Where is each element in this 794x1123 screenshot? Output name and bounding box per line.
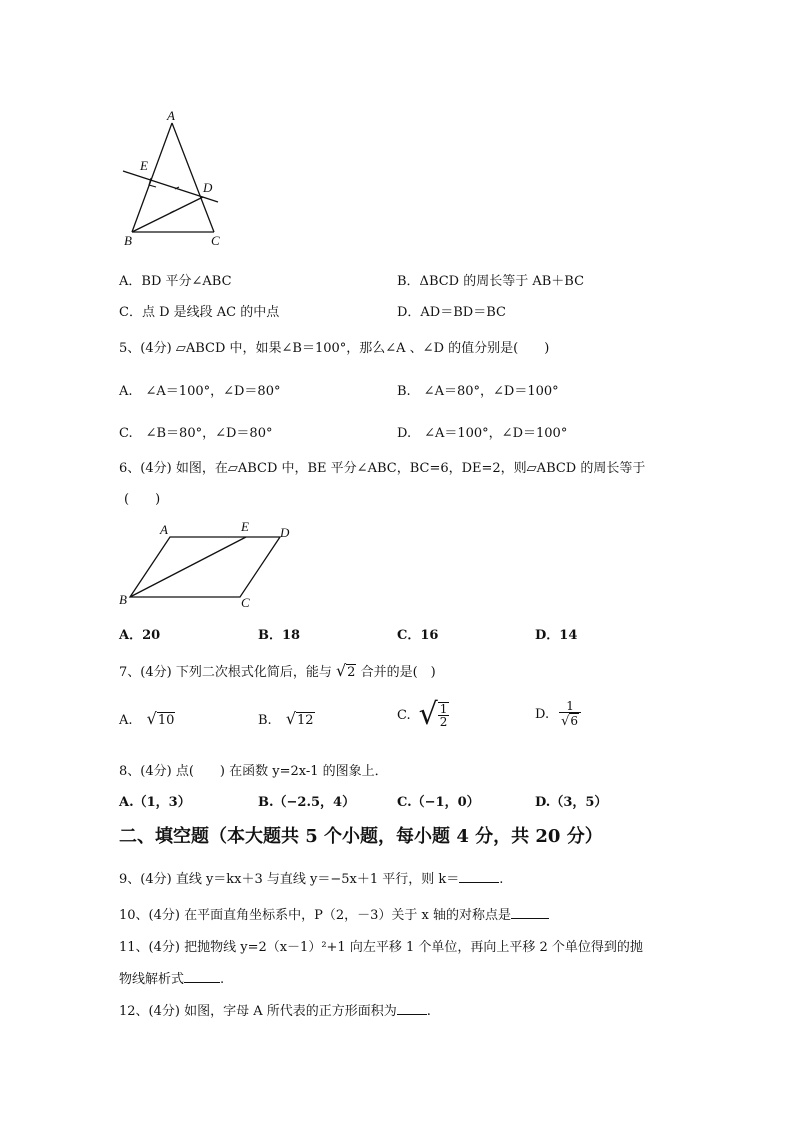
q7-option-b-radicand: 12 [297,713,314,728]
vertex-c-label: C [211,233,220,248]
q7-option-a [119,709,175,728]
q7-option-c-fraction [438,702,450,728]
vertex-c-label: C [241,595,250,610]
q12-stem-text: 12、(4分) 如图，字母 A 所代表的正方形面积为 [119,1004,397,1019]
q11-line2 [119,968,224,987]
q8-option-c: C.（−1，0） [397,795,480,810]
q7-stem-radical: √2 [335,661,356,680]
q8-stem: 8、(4分) 点( ) 在函数 y=2x-1 的图象上． [119,764,388,779]
q4-option-b: B．ΔBCD 的周长等于 AB＋BC [397,274,585,289]
vertex-a-label: A [160,522,168,537]
q11-line1: 11、(4分) 把抛物线 y=2（x－1）²+1 向左平移 1 个单位，再向上平移 2 个单位得到的抛 [119,940,643,955]
q9-end: . [499,872,504,887]
q7-option-d-label: D. [535,706,550,722]
q11-answer-blank[interactable] [184,970,220,983]
q6-option-b: B．18 [258,628,301,643]
vertex-a-label: A [167,108,175,123]
q7-option-c [397,697,449,732]
q7-option-b-label: B. [258,713,272,728]
q7-option-d-denominator: √6 [559,712,581,728]
vertex-d-label: D [280,525,290,540]
q5-option-a: A. ∠A＝100°，∠D＝80° [119,384,281,399]
q11-line2-text: 物线解析式 [119,972,185,987]
q7-stem-pre: 7、(4分) 下列二次根式化简后，能与 [119,665,332,680]
q8-option-b: B.（−2.5，4） [258,795,356,810]
q7-option-c-label: C. [397,707,411,723]
q6-paren: ( ) [124,492,161,507]
q12-stem [119,1000,431,1019]
q8-option-d: D.（3，5） [535,795,608,810]
q6-option-a: A．20 [119,628,161,643]
vertex-d-label: D [203,180,213,195]
q10-answer-blank[interactable] [511,906,549,919]
q12-end: . [426,1004,431,1019]
q4-option-c: C．点 D 是线段 AC 的中点 [119,305,280,320]
q7-option-a-label: A. [119,713,133,728]
q12-answer-blank[interactable] [397,1002,427,1015]
q7-option-d [535,700,581,728]
q7-stem-radicand: 2 [347,665,356,680]
vertex-e-label: E [241,519,249,534]
q7-stem [119,661,436,680]
q5-option-d: D. ∠A＝100°，∠D＝100° [397,426,568,441]
q7-option-d-radicand: 6 [570,714,579,728]
q7-option-a-radical: √10 [146,709,175,728]
q11-end: . [220,972,225,987]
q7-option-c-numerator: 1 [439,702,448,716]
q9-stem-text: 9、(4分) 直线 y＝kx＋3 与直线 y＝−5x＋1 平行，则 k＝ [119,872,460,887]
q7-option-d-fraction [559,700,581,728]
q7-option-c-denominator: 2 [439,715,448,729]
q5-stem: 5、(4分) ▱ABCD 中，如果∠B＝100°，那么∠A 、∠D 的值分别是( ) [119,341,550,356]
q6-option-d: D．14 [535,628,578,643]
figure-parallelogram-abcd [112,515,302,610]
q7-option-d-numerator: 1 [566,699,574,713]
q4-option-d: D．AD＝BD＝BC [397,305,506,320]
q10-stem [119,904,549,923]
vertex-e-label: E [140,158,148,173]
q9-answer-blank[interactable] [459,870,499,883]
q10-stem-text: 10、(4分) 在平面直角坐标系中，P（2，－3）关于 x 轴的对称点是 [119,908,511,923]
vertex-b-label: B [124,233,132,248]
q8-option-a: A.（1，3） [119,795,191,810]
q7-option-c-radical-sign: √ [418,697,438,732]
vertex-b-label: B [119,592,127,607]
q6-stem: 6、(4分) 如图，在▱ABCD 中，BE 平分∠ABC，BC=6，DE=2，则▱ABCD 的周长等于 [119,461,646,476]
q5-option-b: B. ∠A＝80°，∠D＝100° [397,384,559,399]
q7-option-b [258,709,315,728]
q7-option-a-radicand: 10 [157,713,175,728]
q4-option-a: A．BD 平分∠ABC [119,274,232,289]
q7-option-b-radical: √12 [285,709,314,728]
q6-option-c: C．16 [397,628,439,643]
q7-stem-post: 合并的是( ) [360,665,436,680]
figure-triangle-abc [115,105,235,250]
section-2-title: 二、填空题（本大题共 5 个小题，每小题 4 分，共 20 分） [119,826,603,847]
q9-stem [119,868,503,887]
q5-option-c: C. ∠B＝80°，∠D＝80° [119,426,273,441]
